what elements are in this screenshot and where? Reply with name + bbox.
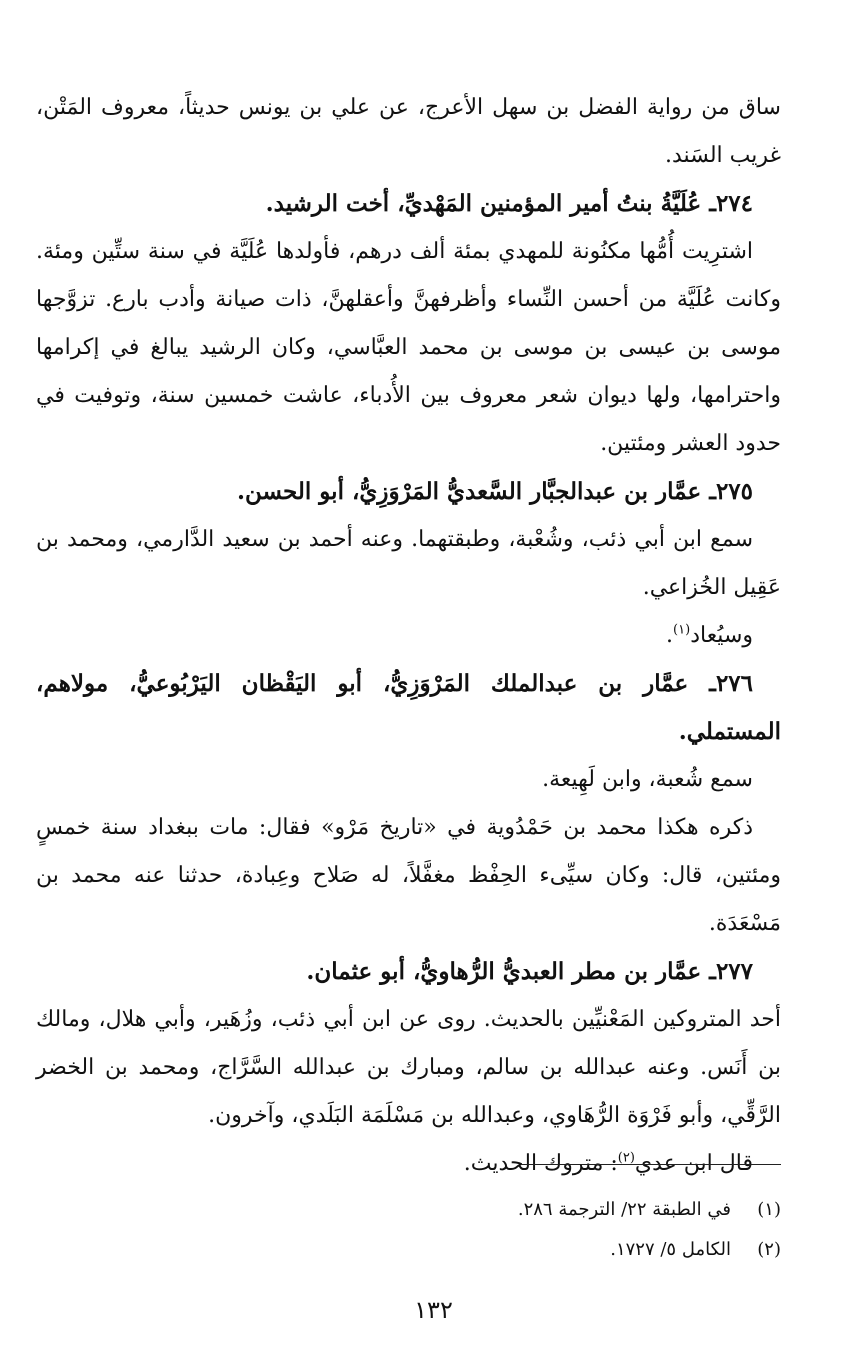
paragraph-intro: ساق من رواية الفضل بن سهل الأعرج، عن علي بن يونس حديثاً، معروف المَتْن، غريب السَند. <box>36 95 781 168</box>
paragraph-275: سمع ابن أبي ذئب، وشُعْبة، وطبقتهما. وعنه أحمد بن سعيد الدَّارمي، ومحمد بن عَقِيل الخُزاعي. <box>36 527 781 600</box>
footnotes <box>36 1190 781 1270</box>
footnote-1-text: في الطبقة ٢٢/ الترجمة ٢٨٦. <box>517 1199 731 1220</box>
entry-heading-274: ٢٧٤ـ عُلَيَّةُ بنتُ أمير المؤمنين المَهْديِّ، أخت الرشيد. <box>265 190 753 217</box>
paragraph-277: أحد المتروكين المَعْنيِّين بالحديث. روى عن ابن أبي ذئب، وزُهَير، وأبي هلال، ومالك بن أَنَس. وعنه عبدالله بن سالم، ومبارك بن عبدالله السَّرَّاج، ومحمد بن الخضر الرَّقِّي، وأبو فَرْوَة الرُّهَاوي، وعبدالله بن مَسْلَمَة البَلَدي، وآخرون. <box>36 1007 781 1128</box>
entry-heading-276: ٢٧٦ـ عمَّار بن عبدالملك المَرْوَزِيُّ، أبو اليَقْظان اليَرْبُوعيُّ، مولاهم، المستملي. <box>36 670 781 745</box>
ibn-adi-quote: : متروك الحديث. <box>463 1151 618 1176</box>
footnote-mark-2: (٢) <box>617 1150 635 1166</box>
footnote-1-number: (١) <box>757 1199 781 1220</box>
paragraph-275-note <box>36 612 781 660</box>
will-repeat-text: وسيُعاد <box>690 623 753 648</box>
paragraph-274: اشترِيت أُمُّها مكنُونة للمهدي بمئة ألف درهم، فأولدها عُلَيَّة في سنة ستِّين ومئة. وكانت عُلَيَّة من أحسن النِّساء وأظرفهنَّ وأعقلهنَّ، ذات صيانة وأدب بارع. تزوَّجها موسى بن عيسى بن موسى بن محمد العبَّاسي، وكان الرشيد يبالغ في إكرامها واحترامها، ولها ديوان شعر معروف بين الأُدباء، عاشت خمسين سنة، وتوفيت في حدود العشر ومئتين. <box>36 239 781 456</box>
page-number: ١٣٢ <box>414 1296 453 1324</box>
entry-heading-277: ٢٧٧ـ عمَّار بن مطر العبديُّ الرُّهاويُّ، أبو عثمان. <box>306 958 753 985</box>
main-text <box>36 84 781 1188</box>
paragraph-276-b: ذكره هكذا محمد بن حَمْدُوية في «تاريخ مَرْو» فقال: مات ببغداد سنة خمسٍ ومئتين، قال: وكان سيِّىء الحِفْظ مغفَّلاً، له صَلاح وعِبادة، حدثنا عنه محمد بن مَسْعَدَة. <box>36 815 781 936</box>
footnote-2-text: الكامل ٥/ ١٧٢٧. <box>610 1239 731 1260</box>
footnote-mark-1: (١) <box>673 622 691 638</box>
footnote-2 <box>36 1230 781 1270</box>
footnote-divider <box>521 1164 781 1165</box>
entry-heading-275: ٢٧٥ـ عمَّار بن عبدالجبَّار السَّعديُّ المَرْوَزِيُّ، أبو الحسن. <box>237 478 753 505</box>
footnote-2-number: (٢) <box>757 1239 781 1260</box>
footnote-1 <box>36 1190 781 1230</box>
ibn-adi-text: قال ابن عدي <box>634 1151 753 1176</box>
period: . <box>666 623 674 648</box>
paragraph-276-a: سمع شُعبة، وابن لَهِيعة. <box>542 767 753 792</box>
